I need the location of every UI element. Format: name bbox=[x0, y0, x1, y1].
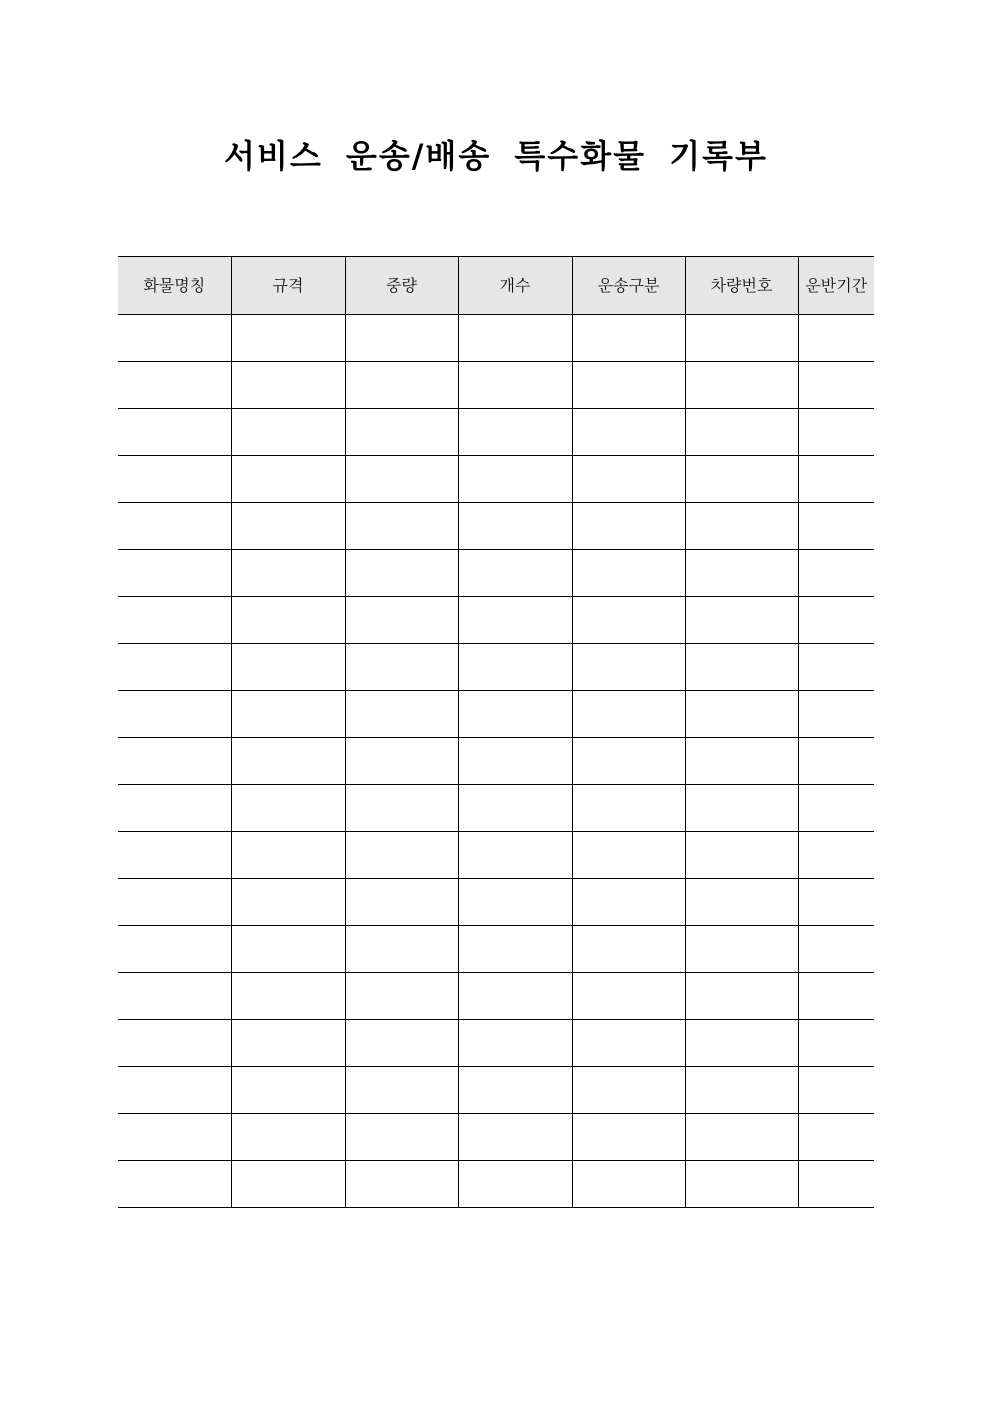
table-cell[interactable] bbox=[685, 832, 798, 879]
table-cell[interactable] bbox=[458, 597, 572, 644]
table-cell[interactable] bbox=[572, 926, 685, 973]
table-cell[interactable] bbox=[231, 785, 345, 832]
table-cell[interactable] bbox=[458, 785, 572, 832]
table-cell[interactable] bbox=[572, 879, 685, 926]
table-cell[interactable] bbox=[458, 926, 572, 973]
table-cell[interactable] bbox=[572, 597, 685, 644]
header-vehicle-number: 차량번호 bbox=[685, 257, 798, 315]
table-cell[interactable] bbox=[685, 550, 798, 597]
table-cell[interactable] bbox=[458, 691, 572, 738]
header-transport-type: 운송구분 bbox=[572, 257, 685, 315]
table-cell[interactable] bbox=[572, 691, 685, 738]
table-cell[interactable] bbox=[458, 456, 572, 503]
table-cell[interactable] bbox=[685, 785, 798, 832]
table-cell[interactable] bbox=[231, 879, 345, 926]
table-row bbox=[118, 597, 874, 644]
table-row bbox=[118, 503, 874, 550]
table-cell[interactable] bbox=[345, 1114, 458, 1161]
table-cell[interactable] bbox=[118, 973, 231, 1020]
table-cell[interactable] bbox=[798, 691, 874, 738]
table-cell[interactable] bbox=[118, 409, 231, 456]
table-row bbox=[118, 1020, 874, 1067]
table-row bbox=[118, 1067, 874, 1114]
table-cell[interactable] bbox=[345, 879, 458, 926]
table-cell[interactable] bbox=[118, 832, 231, 879]
table-row bbox=[118, 315, 874, 362]
table-cell[interactable] bbox=[685, 691, 798, 738]
table-cell[interactable] bbox=[231, 973, 345, 1020]
table-row bbox=[118, 362, 874, 409]
table-cell[interactable] bbox=[118, 597, 231, 644]
table-cell[interactable] bbox=[572, 1067, 685, 1114]
table-cell[interactable] bbox=[798, 503, 874, 550]
table-cell[interactable] bbox=[798, 644, 874, 691]
table-cell[interactable] bbox=[458, 1114, 572, 1161]
table-row bbox=[118, 1161, 874, 1208]
table-cell[interactable] bbox=[345, 644, 458, 691]
table-cell[interactable] bbox=[458, 644, 572, 691]
table-cell[interactable] bbox=[798, 315, 874, 362]
table-cell[interactable] bbox=[345, 550, 458, 597]
table-cell[interactable] bbox=[798, 1161, 874, 1208]
table-cell[interactable] bbox=[572, 832, 685, 879]
table-cell[interactable] bbox=[572, 738, 685, 785]
table-cell[interactable] bbox=[572, 362, 685, 409]
table-cell[interactable] bbox=[572, 503, 685, 550]
table-row bbox=[118, 409, 874, 456]
table-row bbox=[118, 879, 874, 926]
table-cell[interactable] bbox=[231, 315, 345, 362]
table-cell[interactable] bbox=[118, 456, 231, 503]
header-quantity: 개수 bbox=[458, 257, 572, 315]
table-row bbox=[118, 691, 874, 738]
table-cell[interactable] bbox=[118, 785, 231, 832]
table-cell[interactable] bbox=[798, 597, 874, 644]
table-cell[interactable] bbox=[345, 691, 458, 738]
table-cell[interactable] bbox=[345, 362, 458, 409]
table-cell[interactable] bbox=[118, 315, 231, 362]
table-cell[interactable] bbox=[458, 879, 572, 926]
table-cell[interactable] bbox=[118, 644, 231, 691]
table-cell[interactable] bbox=[798, 926, 874, 973]
table-header-row bbox=[118, 257, 874, 315]
table-cell[interactable] bbox=[685, 738, 798, 785]
table-row bbox=[118, 973, 874, 1020]
table-cell[interactable] bbox=[345, 926, 458, 973]
header-specification: 규격 bbox=[231, 257, 345, 315]
table-cell[interactable] bbox=[572, 644, 685, 691]
table-cell[interactable] bbox=[798, 456, 874, 503]
table-cell[interactable] bbox=[345, 973, 458, 1020]
table-cell[interactable] bbox=[572, 1161, 685, 1208]
table-cell[interactable] bbox=[345, 1161, 458, 1208]
table-cell[interactable] bbox=[458, 973, 572, 1020]
table-cell[interactable] bbox=[118, 1020, 231, 1067]
table-cell[interactable] bbox=[572, 785, 685, 832]
table-cell[interactable] bbox=[231, 409, 345, 456]
table-cell[interactable] bbox=[231, 1114, 345, 1161]
table-cell[interactable] bbox=[798, 973, 874, 1020]
table-cell[interactable] bbox=[231, 597, 345, 644]
table-cell[interactable] bbox=[685, 315, 798, 362]
table-cell[interactable] bbox=[118, 691, 231, 738]
table-row bbox=[118, 738, 874, 785]
table-cell[interactable] bbox=[231, 691, 345, 738]
table-cell[interactable] bbox=[685, 1067, 798, 1114]
table-cell[interactable] bbox=[118, 1161, 231, 1208]
table-cell[interactable] bbox=[118, 503, 231, 550]
header-cargo-name: 화물명칭 bbox=[118, 257, 231, 315]
table-cell[interactable] bbox=[798, 550, 874, 597]
table-cell[interactable] bbox=[231, 1020, 345, 1067]
table-cell[interactable] bbox=[345, 832, 458, 879]
table-row bbox=[118, 456, 874, 503]
table-cell[interactable] bbox=[685, 1114, 798, 1161]
table-cell[interactable] bbox=[458, 1020, 572, 1067]
table-cell[interactable] bbox=[118, 362, 231, 409]
table-cell[interactable] bbox=[798, 1020, 874, 1067]
cargo-log-table bbox=[118, 256, 874, 1208]
table-cell[interactable] bbox=[345, 738, 458, 785]
table-cell[interactable] bbox=[458, 738, 572, 785]
table-cell[interactable] bbox=[798, 1114, 874, 1161]
table-cell[interactable] bbox=[345, 597, 458, 644]
table-cell[interactable] bbox=[798, 832, 874, 879]
header-transport-period: 운반기간 bbox=[798, 257, 874, 315]
table-cell[interactable] bbox=[572, 973, 685, 1020]
table-cell[interactable] bbox=[572, 315, 685, 362]
table-cell[interactable] bbox=[685, 597, 798, 644]
table-cell[interactable] bbox=[685, 879, 798, 926]
table-cell[interactable] bbox=[231, 456, 345, 503]
table-cell[interactable] bbox=[345, 785, 458, 832]
table-cell[interactable] bbox=[458, 315, 572, 362]
table-cell[interactable] bbox=[572, 1020, 685, 1067]
table-cell[interactable] bbox=[345, 1067, 458, 1114]
table-cell[interactable] bbox=[345, 456, 458, 503]
table-cell[interactable] bbox=[458, 503, 572, 550]
table-cell[interactable] bbox=[231, 926, 345, 973]
table-row bbox=[118, 644, 874, 691]
table-cell[interactable] bbox=[458, 1161, 572, 1208]
table-cell[interactable] bbox=[231, 503, 345, 550]
table-cell[interactable] bbox=[685, 1020, 798, 1067]
table-cell[interactable] bbox=[118, 550, 231, 597]
table-cell[interactable] bbox=[798, 1067, 874, 1114]
table-cell[interactable] bbox=[118, 926, 231, 973]
table-cell[interactable] bbox=[572, 409, 685, 456]
table-cell[interactable] bbox=[798, 738, 874, 785]
table-cell[interactable] bbox=[685, 456, 798, 503]
table-cell[interactable] bbox=[458, 409, 572, 456]
header-weight: 중량 bbox=[345, 257, 458, 315]
table-cell[interactable] bbox=[458, 550, 572, 597]
table-row bbox=[118, 550, 874, 597]
table-cell[interactable] bbox=[118, 738, 231, 785]
table-cell[interactable] bbox=[345, 503, 458, 550]
table-cell[interactable] bbox=[572, 1114, 685, 1161]
table-cell[interactable] bbox=[798, 785, 874, 832]
table-cell[interactable] bbox=[685, 644, 798, 691]
table-cell[interactable] bbox=[458, 832, 572, 879]
table-cell[interactable] bbox=[458, 362, 572, 409]
table-cell[interactable] bbox=[231, 1161, 345, 1208]
table-cell[interactable] bbox=[685, 973, 798, 1020]
table-row bbox=[118, 1114, 874, 1161]
table-cell[interactable] bbox=[685, 503, 798, 550]
table-cell[interactable] bbox=[685, 1161, 798, 1208]
table-cell[interactable] bbox=[345, 409, 458, 456]
table-cell[interactable] bbox=[231, 832, 345, 879]
table-row bbox=[118, 832, 874, 879]
table-cell[interactable] bbox=[685, 926, 798, 973]
table-cell[interactable] bbox=[798, 879, 874, 926]
table-cell[interactable] bbox=[685, 362, 798, 409]
table-row bbox=[118, 785, 874, 832]
table-cell[interactable] bbox=[685, 409, 798, 456]
table-cell[interactable] bbox=[231, 738, 345, 785]
table-body bbox=[118, 315, 874, 1208]
table-cell[interactable] bbox=[572, 550, 685, 597]
table-cell[interactable] bbox=[798, 409, 874, 456]
table-cell[interactable] bbox=[118, 1067, 231, 1114]
table-cell[interactable] bbox=[231, 1067, 345, 1114]
table-cell[interactable] bbox=[118, 1114, 231, 1161]
document-title: 서비스 운송/배송 특수화물 기록부 bbox=[224, 137, 768, 175]
table-cell[interactable] bbox=[231, 644, 345, 691]
table-cell[interactable] bbox=[231, 362, 345, 409]
table-cell[interactable] bbox=[798, 362, 874, 409]
table-cell[interactable] bbox=[572, 456, 685, 503]
table-row bbox=[118, 926, 874, 973]
table-cell[interactable] bbox=[231, 550, 345, 597]
table-cell[interactable] bbox=[458, 1067, 572, 1114]
table-cell[interactable] bbox=[345, 315, 458, 362]
table-cell[interactable] bbox=[118, 879, 231, 926]
table-cell[interactable] bbox=[345, 1020, 458, 1067]
